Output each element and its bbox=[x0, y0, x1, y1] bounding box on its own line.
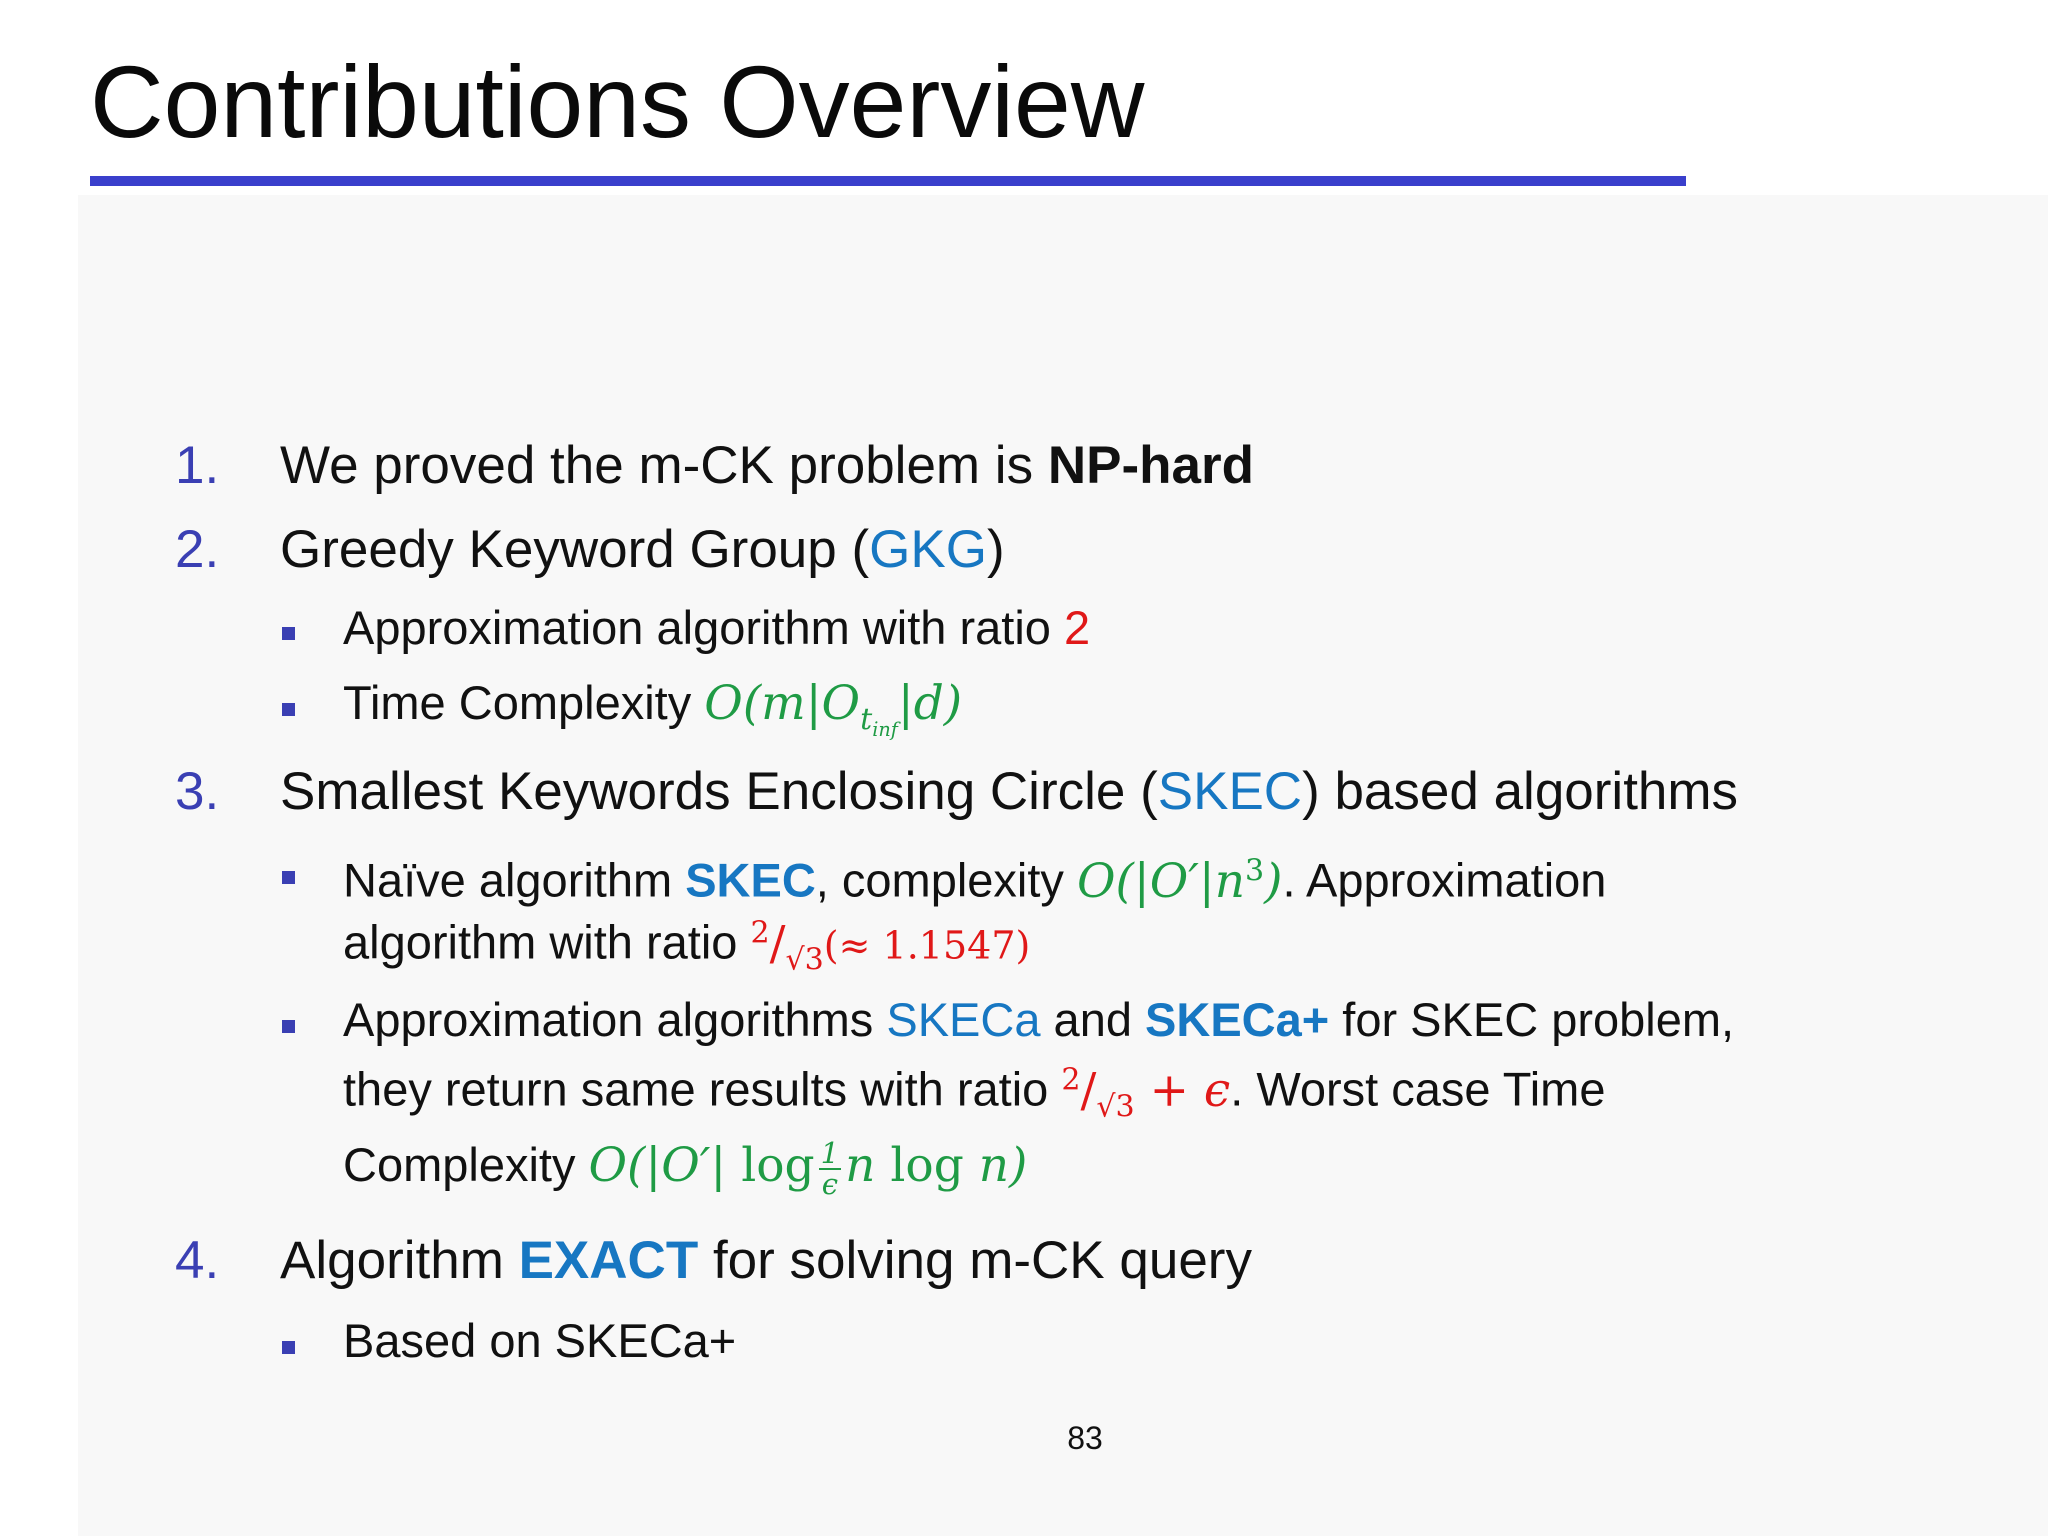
skeca-ratio-formula: $^2/_{√3} + \epsilon$ bbox=[1061, 1062, 1231, 1125]
page-number: 83 bbox=[1067, 1420, 1103, 1456]
item-1-text bbox=[280, 434, 1254, 498]
gkg-complexity-formula: $O(m|O_{t_{inf}}|d)$ bbox=[704, 676, 963, 742]
item-4-post: for solving m-CK query bbox=[698, 1231, 1252, 1290]
item-4-number: 4. bbox=[175, 1231, 220, 1290]
bullet-square bbox=[282, 1020, 295, 1033]
item-3-text bbox=[280, 760, 1738, 824]
item-3-sub-2-line-2 bbox=[343, 1051, 1605, 1136]
sub-text: Time Complexity bbox=[343, 676, 705, 729]
skec-ratio-formula: $^2/_{√3}$ bbox=[750, 915, 824, 978]
sub-text: Approximation algorithms bbox=[343, 993, 887, 1046]
skeca-label: SKECa bbox=[886, 993, 1041, 1046]
sub-text: . Worst case Time bbox=[1230, 1062, 1606, 1116]
item-4-text bbox=[280, 1229, 1252, 1293]
item-2-sub-1 bbox=[343, 599, 1090, 657]
item-3-post: ) based algorithms bbox=[1302, 762, 1739, 821]
skec-complexity-formula: $O(|O'|n^3)$ bbox=[1076, 853, 1283, 909]
bullet-square bbox=[282, 627, 295, 640]
sub-text: for SKEC problem, bbox=[1329, 993, 1735, 1046]
skeca-complexity-formula: O(|O′| log $\frac{1}{\epsilon}$ n log n) bbox=[588, 1135, 1028, 1201]
sub-text: Complexity bbox=[343, 1138, 589, 1191]
bullet-square bbox=[282, 871, 295, 884]
item-3-sub-1-line-2 bbox=[343, 904, 1030, 989]
item-3-sub-1-line-1 bbox=[343, 842, 1606, 911]
item-1-number: 1. bbox=[175, 436, 220, 495]
sub-text: algorithm with ratio bbox=[343, 915, 751, 969]
skec-label: SKEC bbox=[1157, 762, 1303, 821]
skec-ratio-approx: (≈ 1.1547) bbox=[823, 923, 1031, 968]
np-hard-label: NP-hard bbox=[1047, 436, 1254, 495]
item-3-pre: Smallest Keywords Enclosing Circle ( bbox=[280, 762, 1158, 821]
item-2-pre: Greedy Keyword Group ( bbox=[280, 520, 870, 579]
sub-text: they return same results with ratio bbox=[343, 1062, 1062, 1116]
item-1-pre: We proved the m-CK problem is bbox=[280, 436, 1048, 495]
skec-algo-label: SKEC bbox=[685, 853, 816, 907]
gkg-ratio: 2 bbox=[1063, 601, 1091, 654]
item-3-sub-2-line-3 bbox=[343, 1136, 1027, 1199]
item-4-pre: Algorithm bbox=[280, 1231, 519, 1290]
sub-text: and bbox=[1040, 993, 1146, 1046]
item-2-text bbox=[280, 518, 1005, 582]
skeca-plus-label: SKECa+ bbox=[1145, 993, 1330, 1046]
sub-text: Naïve algorithm bbox=[343, 853, 686, 907]
gkg-label: GKG bbox=[869, 520, 987, 579]
item-2-number: 2. bbox=[175, 520, 220, 579]
item-3-sub-2-line-1 bbox=[343, 991, 1734, 1049]
item-2-sub-2 bbox=[343, 674, 962, 759]
sub-text: Based on SKECa+ bbox=[343, 1314, 737, 1367]
sub-text: . Approximation bbox=[1282, 853, 1607, 907]
exact-label: EXACT bbox=[518, 1231, 699, 1290]
title-underline bbox=[90, 176, 1686, 186]
sub-text: Approximation algorithm with ratio bbox=[343, 601, 1064, 654]
slide-title: Contributions Overview bbox=[90, 45, 1145, 159]
bullet-square bbox=[282, 703, 295, 716]
item-2-post: ) bbox=[986, 520, 1005, 579]
bullet-square bbox=[282, 1341, 295, 1354]
item-4-sub-1 bbox=[343, 1312, 736, 1370]
sub-text: , complexity bbox=[815, 853, 1077, 907]
item-3-number: 3. bbox=[175, 762, 220, 821]
